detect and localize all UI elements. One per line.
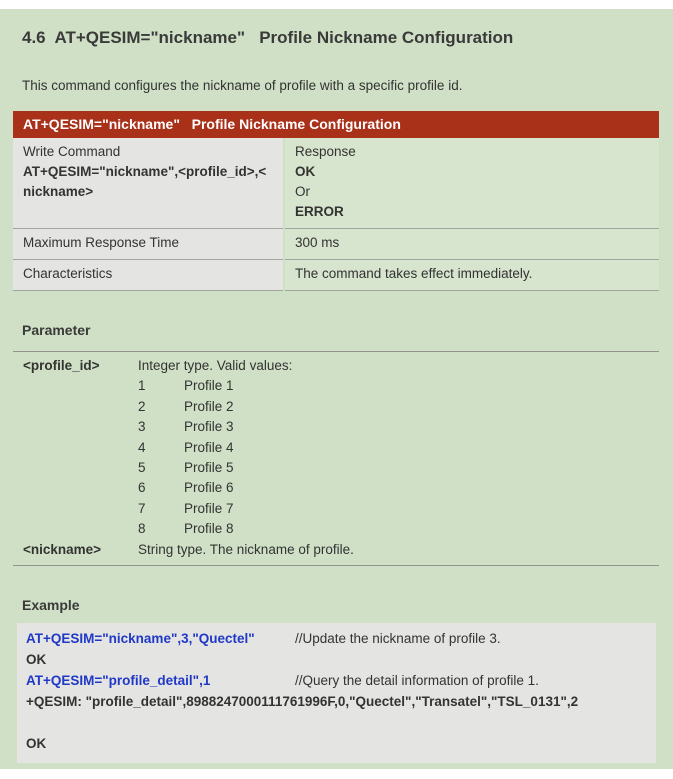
parameter-heading: Parameter (22, 322, 91, 338)
parameter-row-profile-id (13, 356, 659, 540)
section-heading: 4.6 AT+QESIM="nickname" Profile Nickname Configuration (22, 28, 514, 47)
response-ok: OK (295, 164, 316, 179)
value-row: 5 Profile 5 (138, 460, 234, 476)
response-error: ERROR (295, 204, 344, 219)
response-label: Response (295, 144, 356, 159)
table-row-characteristics (13, 260, 659, 291)
response-or: Or (295, 184, 310, 199)
value-row: 3 Profile 3 (138, 419, 234, 435)
command-comment: //Query the detail information of profile 1. (295, 673, 539, 689)
table-row-max-response-time (13, 229, 659, 260)
value-row: 7 Profile 7 (138, 500, 234, 516)
parameter-description: Integer type. Valid values: (138, 358, 293, 373)
command-response: OK (26, 736, 47, 752)
blank-line (26, 712, 648, 733)
example-line (26, 628, 648, 649)
example-heading: Example (22, 597, 80, 614)
write-command-syntax: AT+QESIM="nickname",<profile_id>,<nickname> (23, 164, 267, 199)
parameter-row-nickname (13, 540, 659, 560)
at-command: AT+QESIM="profile_detail",1 (26, 673, 211, 689)
document-page (0, 9, 673, 779)
parameter-table (13, 351, 659, 566)
at-command: AT+QESIM="nickname",3,"Quectel" (26, 631, 255, 647)
example-line (26, 670, 648, 691)
command-response: +QESIM: "profile_detail",8988247000111761996F,0,"Quectel","Transatel","TSL_0131",2 (26, 694, 579, 710)
characteristics-value: The command takes effect immediately. (284, 260, 659, 291)
value-row: 4 Profile 4 (138, 439, 234, 455)
command-response: OK (26, 652, 47, 668)
write-command-label: Write Command (23, 144, 121, 159)
intro-paragraph: This command configures the nickname of profile with a specific profile id. (22, 78, 463, 93)
command-comment: //Update the nickname of profile 3. (295, 631, 501, 647)
value-row: 2 Profile 2 (138, 398, 234, 414)
bottom-margin (0, 769, 673, 779)
value-row: 8 Profile 8 (138, 521, 234, 537)
parameter-description: String type. The nickname of profile. (138, 541, 354, 557)
command-table (13, 111, 659, 291)
parameter-name: <profile_id> (23, 358, 100, 373)
value-row: 1 Profile 1 (138, 378, 234, 394)
example-code-box (17, 623, 656, 763)
parameter-name: <nickname> (23, 541, 102, 557)
max-response-time-label: Maximum Response Time (13, 229, 284, 260)
characteristics-label: Characteristics (13, 260, 284, 291)
table-row-write-command (13, 138, 659, 229)
document-content-area (0, 9, 673, 769)
command-table-header: AT+QESIM="nickname" Profile Nickname Configuration (13, 111, 659, 138)
value-row: 6 Profile 6 (138, 480, 234, 496)
max-response-time-value: 300 ms (284, 229, 659, 260)
